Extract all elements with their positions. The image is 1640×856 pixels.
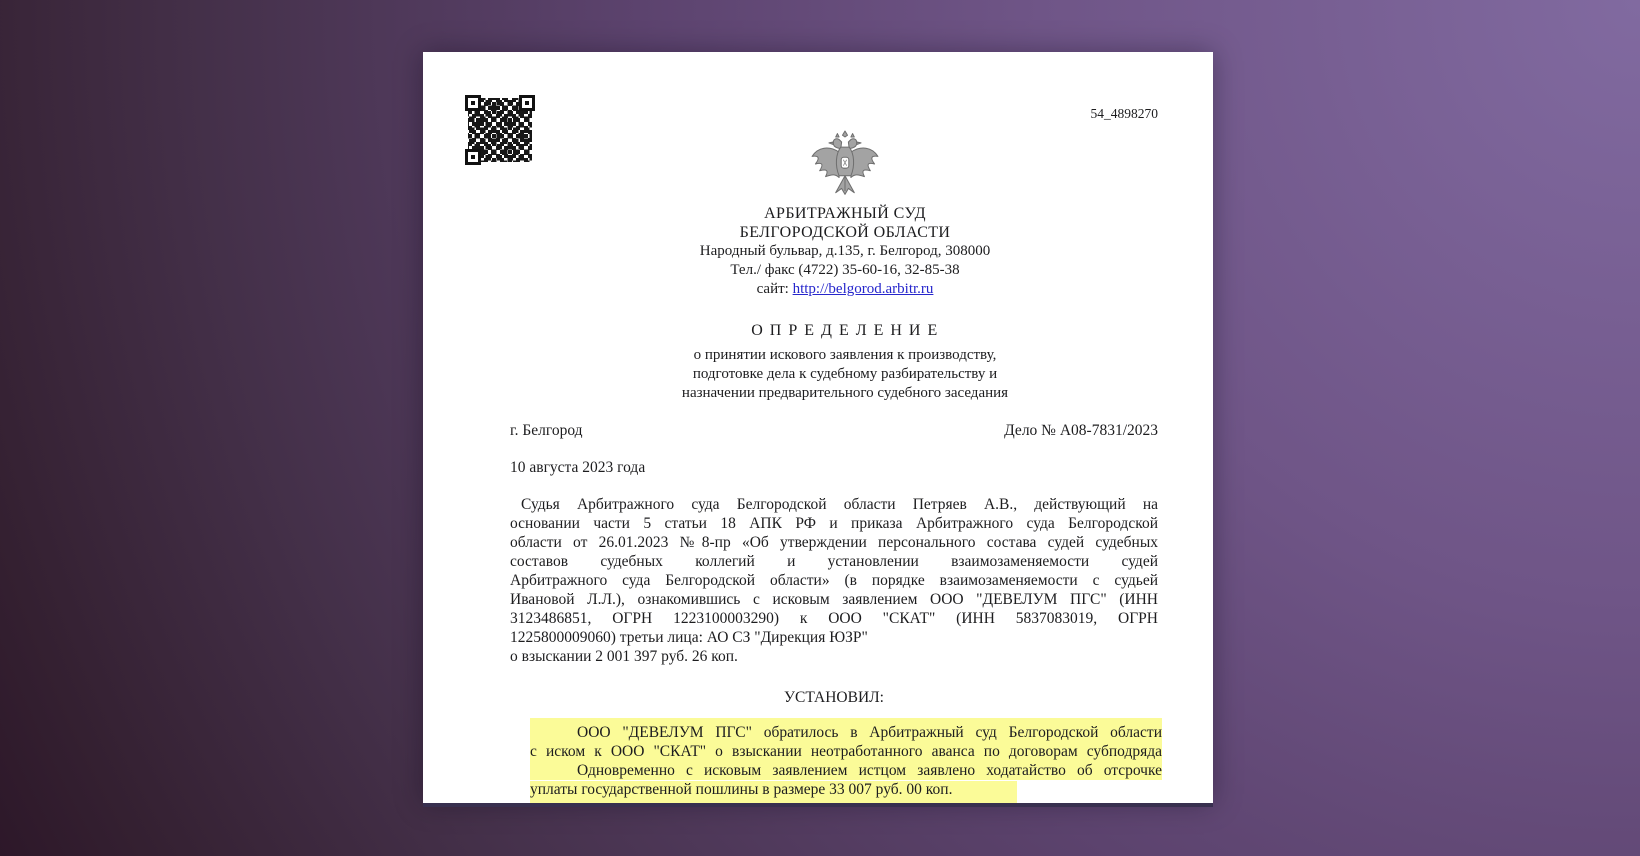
- highlight-line: ООО "ДЕВЕЛУМ ПГС" обратилось в Арбитражный суд Белгородской области: [530, 718, 1162, 742]
- ruling-date: 10 августа 2023 года: [510, 459, 646, 476]
- court-address: Народный бульвар, д.135, г. Белгород, 308000: [699, 243, 991, 259]
- court-website-link[interactable]: http://belgorod.arbitr.ru: [792, 281, 934, 297]
- court-phone: Тел./ факс (4722) 35-60-16, 32-85-38: [730, 262, 960, 278]
- highlight-line: Одновременно с исковым заявлением истцом заявлено ходатайство об отсрочке: [530, 761, 1162, 780]
- subtitle-line: назначении предварительного судебного заседания: [681, 385, 1009, 401]
- case-number: Дело № А08-7831/2023: [1004, 422, 1158, 439]
- coat-of-arms-eagle-icon: [807, 128, 883, 205]
- body-line: Арбитражного суда Белгородской области» (в порядке взаимозаменяемости с судьей: [510, 572, 1158, 589]
- body-paragraph: [510, 495, 1158, 666]
- body-line: о взыскании 2 001 397 руб. 26 коп.: [510, 648, 738, 665]
- qr-code-icon: [465, 95, 535, 165]
- body-line: основании части 5 статьи 18 АПК РФ и приказа Арбитражного суда Белгородской: [510, 515, 1158, 532]
- court-document-page: [423, 52, 1213, 803]
- ruling-title: О П Р Е Д Е Л Е Н И Е: [751, 322, 939, 339]
- qr-finder-top-left: [465, 95, 481, 111]
- body-line: области от 26.01.2023 №8-пр «Об утверждении персонального состава судей судебных: [510, 534, 1158, 551]
- subtitle-line: о принятии искового заявления к производству,: [693, 347, 997, 363]
- court-name-line1: АРБИТРАЖНЫЙ СУД: [764, 205, 926, 222]
- document-number: 54_4898270: [1090, 106, 1158, 121]
- body-line: Ивановой Л.Л.), ознакомившись с исковым заявлением ООО "ДЕВЕЛУМ ПГС" (ИНН: [510, 591, 1158, 608]
- site-label: сайт:: [756, 281, 793, 297]
- court-header: [521, 204, 1169, 299]
- highlight-line: уплаты государственной пошлины в размере 33 007 руб. 00 коп.: [530, 781, 1017, 803]
- place-label: г. Белгород: [510, 422, 583, 439]
- qr-finder-top-right: [519, 95, 535, 111]
- highlight-line-row: [530, 780, 1162, 799]
- highlighted-paragraph: [530, 718, 1162, 799]
- qr-finder-bottom-left: [465, 149, 481, 165]
- highlight-line: с иском к ООО "СКАТ" о взыскании неотработанного аванса по договорам субподряда: [530, 743, 1162, 760]
- body-line: Судья Арбитражного суда Белгородской области Петряев А.В., действующий на: [521, 496, 1158, 513]
- subtitle-line: подготовке дела к судебному разбирательству и: [692, 366, 998, 382]
- body-line: составов судебных коллегий и установлении взаимозаменяемости судей: [510, 553, 1158, 570]
- body-line: 3123486851, ОГРН 1223100003290) к ООО "СКАТ" (ИНН 5837083019, ОГРН: [510, 610, 1158, 627]
- ruling-subtitle: [521, 346, 1169, 403]
- ustanovil-heading: УСТАНОВИЛ:: [784, 689, 884, 706]
- court-site-line: [521, 280, 1169, 299]
- body-line: 1225800009060) третьи лица: АО СЗ "Дирекция ЮЗР": [510, 629, 868, 646]
- court-name-line2: БЕЛГОРОДСКОЙ ОБЛАСТИ: [739, 224, 951, 241]
- place-and-case-row: [510, 421, 1158, 440]
